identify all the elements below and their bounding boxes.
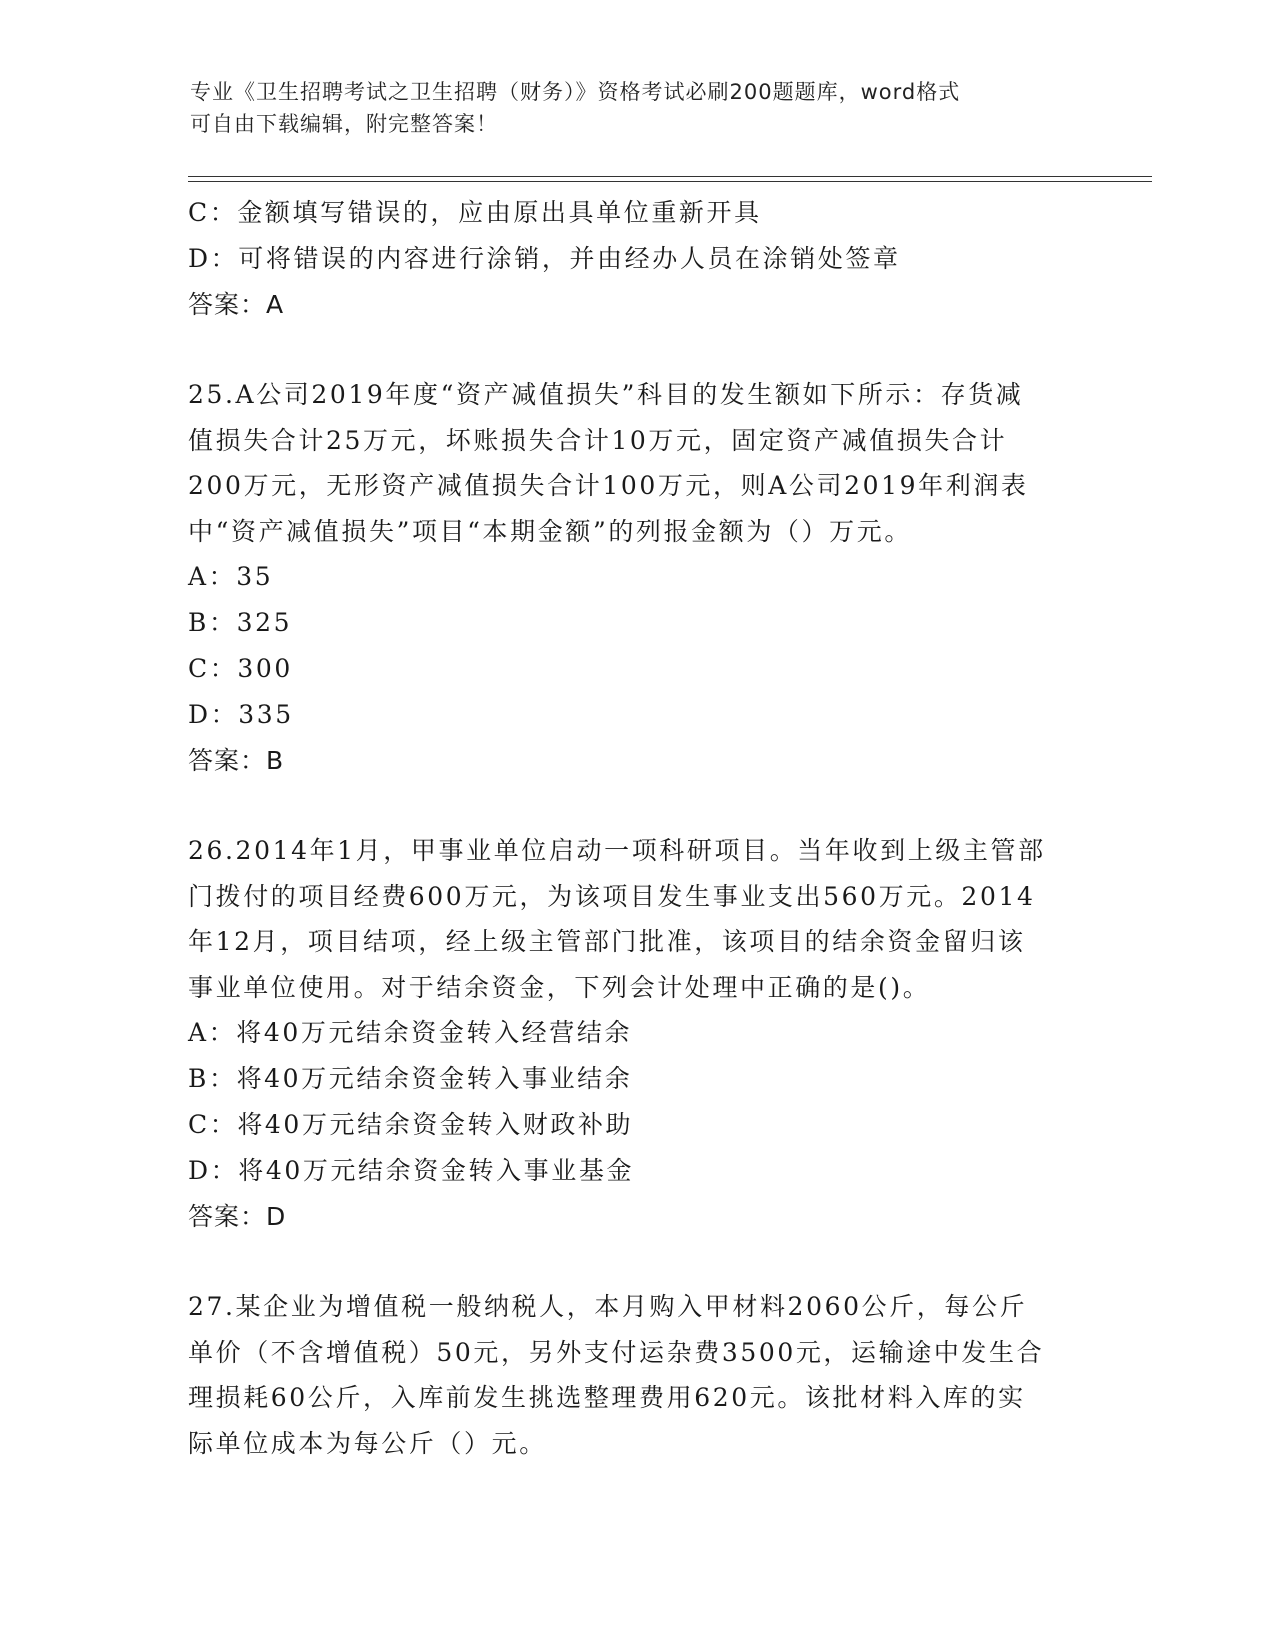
option-c: C：300 [188,654,293,683]
answer-line: 答案：A [188,290,285,319]
question-text-line: 27.某企业为增值税一般纳税人，本月购入甲材料2060公斤，每公斤 [188,1292,1028,1321]
option-d: D：将40万元结余资金转入事业基金 [188,1156,635,1185]
question-text-line: 际单位成本为每公斤（）元。 [188,1428,547,1458]
option-d: D：可将错误的内容进行涂销，并由经办人员在涂销处签章 [188,244,901,273]
option-c: C：将40万元结余资金转入财政补助 [188,1110,634,1139]
option-a: A：35 [188,562,274,591]
spacer [188,784,1088,828]
document-header [190,76,1090,140]
option-b: B：将40万元结余资金转入事业结余 [188,1064,633,1093]
header-line-1: 专业《卫生招聘考试之卫生招聘（财务）》资格考试必刷200题题库，word格式 [190,80,961,104]
question-text-line: 理损耗60公斤，入库前发生挑选整理费用620元。该批材料入库的实 [188,1383,1026,1412]
question-text-line: 门拨付的项目经费600万元，为该项目发生事业支出560万元。2014 [188,881,1036,911]
spacer [188,1240,1088,1284]
spacer [188,328,1088,372]
question-27 [188,1284,1088,1466]
question-text-line: 26.2014年1月，甲事业单位启动一项科研项目。当年收到上级主管部 [188,836,1046,865]
question-text-line: 值损失合计25万元，坏账损失合计10万元，固定资产减值损失合计 [188,425,1008,455]
header-line-2: 可自由下载编辑，附完整答案！ [190,112,498,136]
question-text-line: 25.A公司2019年度“资产减值损失”科目的发生额如下所示：存货减 [188,380,1024,409]
question-text-line: 单价（不含增值税）50元，另外支付运杂费3500元，运输途中发生合 [188,1337,1045,1367]
option-c: C：金额填写错误的，应由原出具单位重新开具 [188,198,762,227]
question-text-line: 年12月，项目结项，经上级主管部门批准，该项目的结余资金留归该 [188,927,1026,956]
header-divider-top [188,176,1152,177]
question-text-line: 事业单位使用。对于结余资金，下列会计处理中正确的是()。 [188,972,931,1002]
header-divider-bottom [188,181,1152,182]
answer-line: 答案：B [188,746,285,775]
question-content [188,190,1088,1466]
option-d: D：335 [188,700,294,729]
question-24-tail [188,190,1088,328]
answer-line: 答案：D [188,1202,287,1231]
question-26 [188,828,1088,1240]
question-text-line: 200万元，无形资产减值损失合计100万元，则A公司2019年利润表 [188,471,1029,500]
option-b: B：325 [188,608,293,637]
question-25 [188,372,1088,784]
option-a: A：将40万元结余资金转入经营结余 [188,1018,633,1047]
question-text-line: 中“资产减值损失”项目“本期金额”的列报金额为（）万元。 [188,516,912,546]
